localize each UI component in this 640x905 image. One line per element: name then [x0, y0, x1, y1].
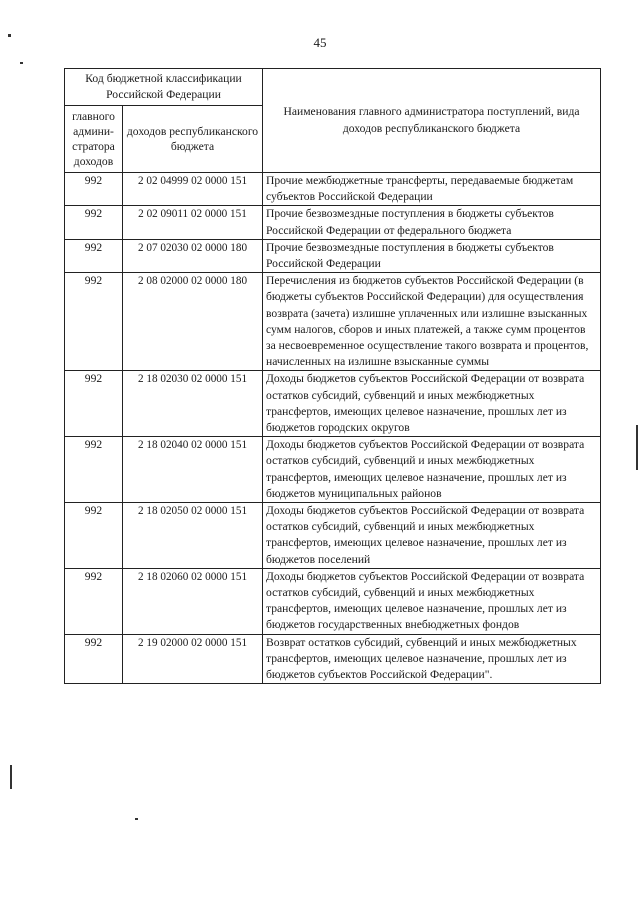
table-row	[65, 173, 601, 206]
income-name-cell: Доходы бюджетов субъектов Российской Федерации от возврата остатков субсидий, субвенций и иных межбюджетных трансфертов, имеющих целевое назначение, прошлых лет из бюджетов государственных внебюджетных фондов	[263, 568, 601, 634]
table-row	[65, 206, 601, 239]
table-row	[65, 437, 601, 503]
income-name-cell: Прочие межбюджетные трансферты, передаваемые бюджетам субъектов Российской Федерации	[263, 173, 601, 206]
admin-code-cell: 992	[65, 173, 123, 206]
income-code-cell: 2 07 02030 02 0000 180	[123, 239, 263, 272]
admin-code-cell: 992	[65, 206, 123, 239]
table-row	[65, 568, 601, 634]
admin-code-cell: 992	[65, 371, 123, 437]
admin-code-cell: 992	[65, 437, 123, 503]
admin-code-cell: 992	[65, 634, 123, 684]
admin-code-cell: 992	[65, 239, 123, 272]
income-name-cell: Перечисления из бюджетов субъектов Российской Федерации (в бюджеты субъектов Российской Федерации) для осуществления возврата (зачета) излишне уплаченных или излишне взысканных сумм налогов, сборов и иных платежей, а также сумм процентов за несвоевременное осуществление такого возврата и процентов, начисленных на излишне взысканные суммы	[263, 273, 601, 371]
scan-artifact	[20, 62, 23, 64]
header-name-column: Наименования главного администратора поступлений, вида доходов республиканского бюджета	[263, 69, 601, 173]
income-code-cell: 2 02 09011 02 0000 151	[123, 206, 263, 239]
income-name-cell: Доходы бюджетов субъектов Российской Федерации от возврата остатков субсидий, субвенций и иных межбюджетных трансфертов, имеющих целевое назначение, прошлых лет из бюджетов муниципальных районов	[263, 437, 601, 503]
scan-artifact	[135, 818, 138, 820]
table-row	[65, 503, 601, 569]
income-code-cell: 2 08 02000 02 0000 180	[123, 273, 263, 371]
header-income-column: доходов республиканского бюджета	[123, 106, 263, 173]
admin-code-cell: 992	[65, 273, 123, 371]
income-name-cell: Доходы бюджетов субъектов Российской Федерации от возврата остатков субсидий, субвенций и иных межбюджетных трансфертов, имеющих целевое назначение, прошлых лет из бюджетов городских округов	[263, 371, 601, 437]
page-number: 45	[313, 35, 327, 50]
income-name-cell: Возврат остатков субсидий, субвенций и иных межбюджетных трансфертов, имеющих целевое назначение, прошлых лет из бюджетов субъектов Российской Федерации".	[263, 634, 601, 684]
admin-code-cell: 992	[65, 503, 123, 569]
scan-artifact	[8, 34, 11, 37]
table-row	[65, 634, 601, 684]
scan-artifact	[10, 765, 12, 789]
budget-classification-table	[64, 68, 601, 684]
scan-artifact	[636, 425, 638, 470]
income-code-cell: 2 18 02030 02 0000 151	[123, 371, 263, 437]
admin-code-cell: 992	[65, 568, 123, 634]
income-code-cell: 2 18 02040 02 0000 151	[123, 437, 263, 503]
table-row	[65, 371, 601, 437]
header-admin-column: главного админи-стратора доходов	[65, 106, 123, 173]
income-name-cell: Прочие безвозмездные поступления в бюджеты субъектов Российской Федерации от федерального бюджета	[263, 206, 601, 239]
income-name-cell: Доходы бюджетов субъектов Российской Федерации от возврата остатков субсидий, субвенций и иных межбюджетных трансфертов, имеющих целевое назначение, прошлых лет из бюджетов поселений	[263, 503, 601, 569]
table-row	[65, 239, 601, 272]
income-code-cell: 2 18 02050 02 0000 151	[123, 503, 263, 569]
header-code-group: Код бюджетной классификации Российской Федерации	[65, 69, 263, 106]
income-code-cell: 2 02 04999 02 0000 151	[123, 173, 263, 206]
table-row	[65, 273, 601, 371]
income-code-cell: 2 18 02060 02 0000 151	[123, 568, 263, 634]
income-code-cell: 2 19 02000 02 0000 151	[123, 634, 263, 684]
income-name-cell: Прочие безвозмездные поступления в бюджеты субъектов Российской Федерации	[263, 239, 601, 272]
